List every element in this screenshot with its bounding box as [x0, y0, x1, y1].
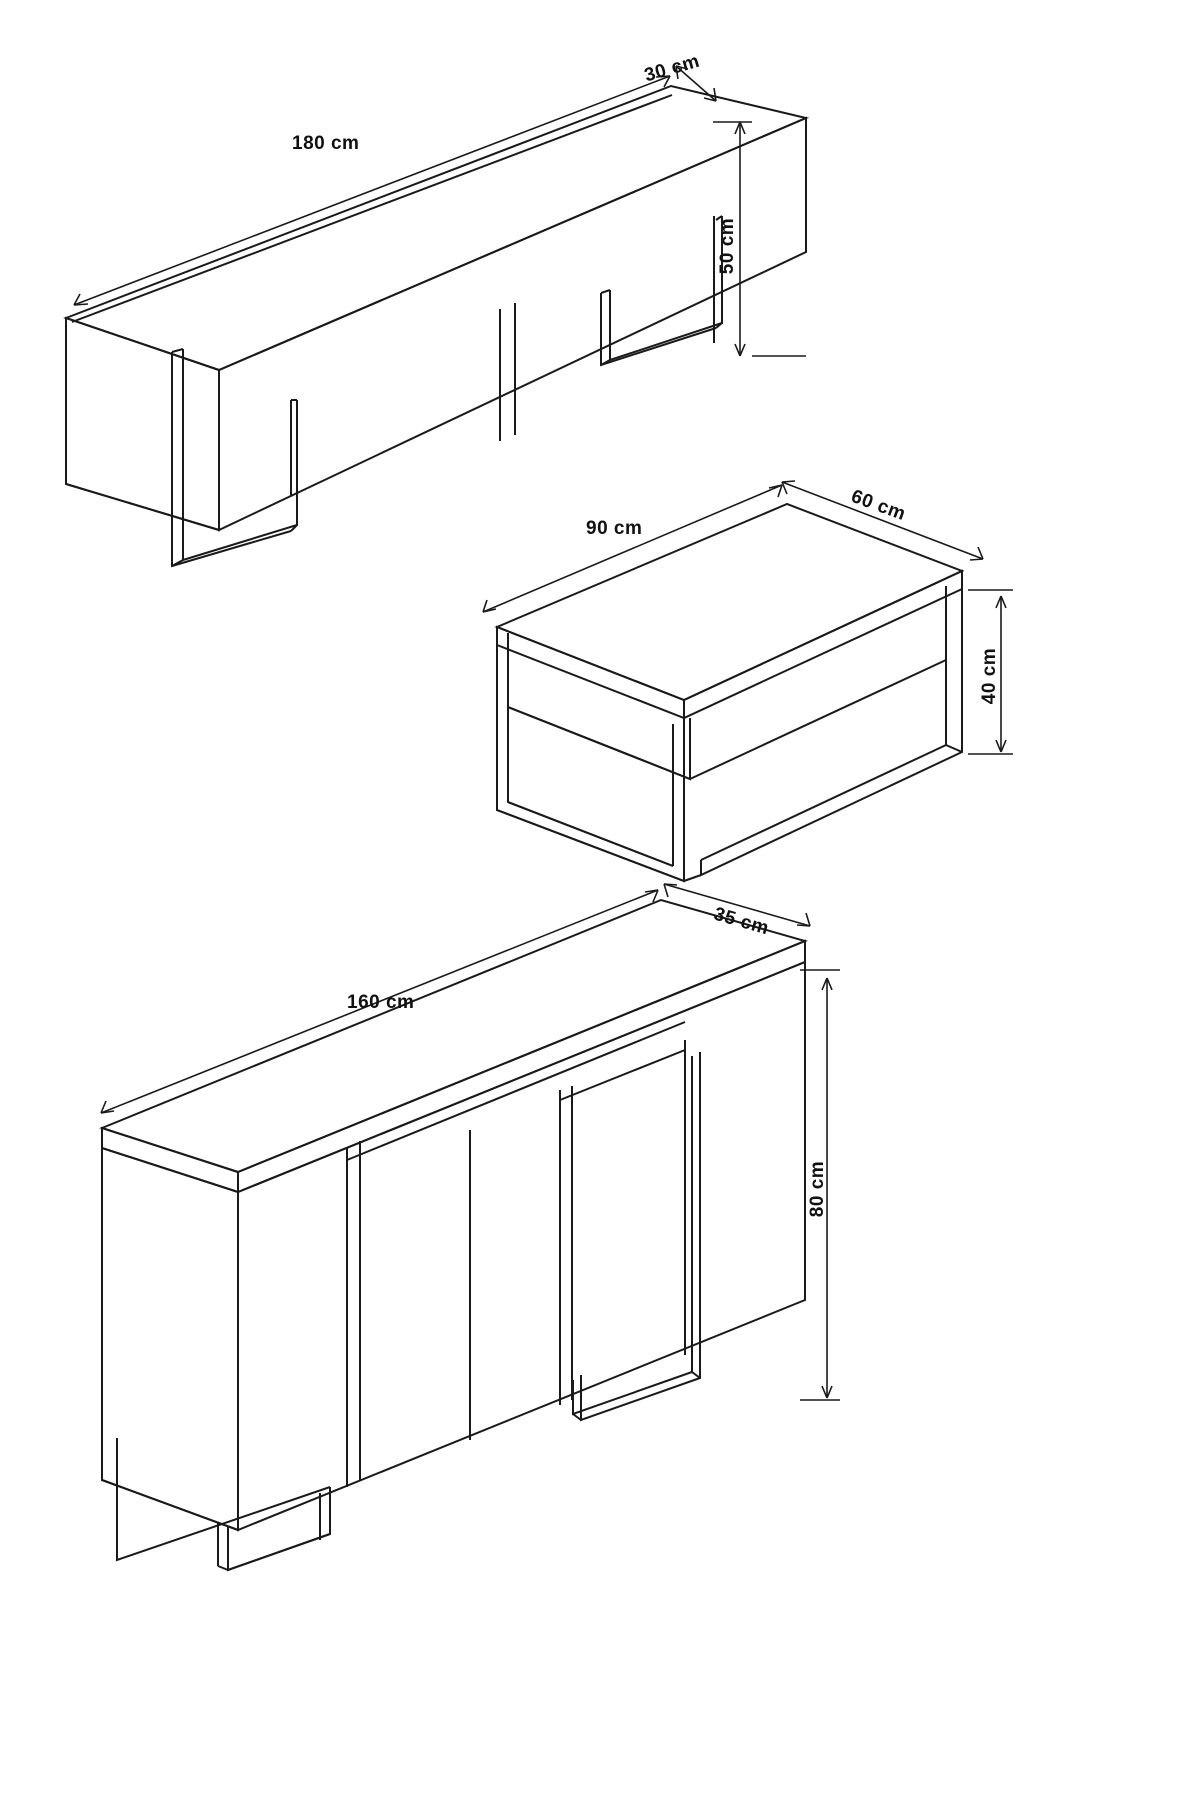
tv-unit-drawing: [66, 86, 806, 566]
dimension-label-coffee-table-depth: 60 cm: [848, 486, 909, 526]
dimension-label-console-depth: 35 cm: [711, 903, 772, 940]
dimension-label-tv-unit-width: 180 cm: [292, 133, 360, 154]
dimension-label-tv-unit-height: 50 cm: [717, 217, 739, 275]
console-sideboard-drawing: [102, 900, 805, 1570]
coffee-table-dimensions: [483, 481, 1013, 754]
tv-unit-dimensions: [74, 66, 806, 356]
dimension-label-coffee-table-height: 40 cm: [979, 647, 1001, 705]
coffee-table-drawing: [497, 504, 962, 881]
dimension-label-console-height: 80 cm: [807, 1160, 829, 1218]
dimension-label-console-width: 160 cm: [347, 992, 415, 1013]
dimension-label-coffee-table-width: 90 cm: [586, 518, 643, 539]
dimension-label-tv-unit-depth: 30 cm: [642, 50, 703, 87]
